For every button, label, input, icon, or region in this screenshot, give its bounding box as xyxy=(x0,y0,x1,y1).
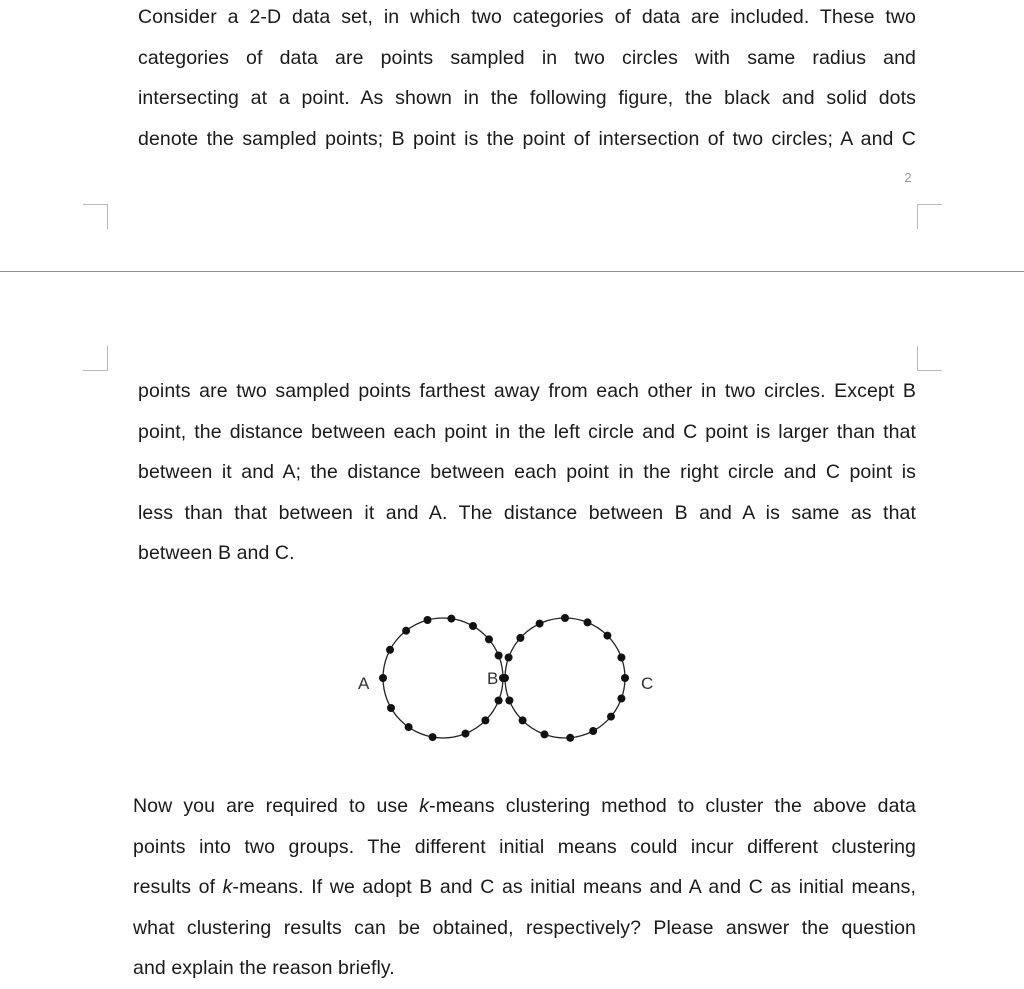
right-circle-point xyxy=(519,716,527,724)
left-circle-point xyxy=(495,697,503,705)
left-circle-point xyxy=(405,723,413,731)
text-line xyxy=(133,786,916,827)
right-circle-point xyxy=(536,620,544,628)
right-circle-point xyxy=(541,730,549,738)
text-line: points into two groups. The different initial means could incur different clustering xyxy=(133,835,916,858)
text-line: between it and A; the distance between each point in the right circle and C point is xyxy=(138,461,916,483)
label-b: B xyxy=(487,669,499,688)
right-circle-point xyxy=(603,632,611,640)
text-line: point, the distance between each point in the left circle and C point is larger than that xyxy=(138,420,916,443)
right-circle-point xyxy=(621,674,629,682)
left-circle-point xyxy=(379,674,387,682)
text-line: and explain the reason briefly. xyxy=(133,957,395,979)
text-line: points are two sampled points farthest away from each other in two circles. Except B xyxy=(138,380,916,402)
italic-k: k xyxy=(222,876,233,898)
two-circles-figure xyxy=(340,595,680,755)
two-circles-diagram xyxy=(340,595,680,755)
text-segment: -means clustering method to cluster the above data xyxy=(429,795,916,817)
text-line xyxy=(133,867,916,908)
right-circle-point xyxy=(505,697,513,705)
intro-paragraph xyxy=(138,0,916,159)
margin-corner-mark xyxy=(917,204,942,229)
text-line: less than that between it and A. The distance between B and A is same as that xyxy=(138,501,916,524)
label-a: A xyxy=(358,674,370,693)
text-line: denote the sampled points; B point is the point of intersection of two circles; A and C xyxy=(138,127,916,150)
right-circle-point xyxy=(617,654,625,662)
left-circle-point xyxy=(485,635,493,643)
text-line: between B and C. xyxy=(138,542,295,564)
right-circle-point xyxy=(584,618,592,626)
text-line: categories of data are points sampled in two circles with same radius and xyxy=(138,46,916,69)
margin-corner-mark xyxy=(83,346,108,371)
right-circle-point xyxy=(516,634,524,642)
left-circle-point xyxy=(469,622,477,630)
left-circle-point xyxy=(462,730,470,738)
left-circle-point xyxy=(481,716,489,724)
left-circle-point xyxy=(429,733,437,741)
right-circle-point xyxy=(561,614,569,622)
right-circle-point xyxy=(617,695,625,703)
right-circle-point xyxy=(589,727,597,735)
text-segment: Now you are required to use xyxy=(133,795,420,817)
text-line: Consider a 2-D data set, in which two categories of data are included. These two xyxy=(138,6,916,28)
page-separator xyxy=(0,271,1024,272)
margin-corner-mark xyxy=(917,346,942,371)
sample-points xyxy=(379,614,629,742)
text-segment: -means. If we adopt B and C as initial means and A and C as initial means, xyxy=(232,876,916,898)
right-circle-point xyxy=(501,674,509,682)
left-circle-point xyxy=(402,627,410,635)
label-c: C xyxy=(641,674,654,693)
left-circle-point xyxy=(495,652,503,660)
left-circle-point xyxy=(387,704,395,712)
right-circle-point xyxy=(505,654,513,662)
right-circle-point xyxy=(566,734,574,742)
margin-corner-mark xyxy=(83,204,108,229)
right-circle-point xyxy=(607,713,615,721)
left-circle-point xyxy=(424,616,432,624)
text-segment: results of xyxy=(133,876,223,898)
left-circle-point xyxy=(447,615,455,623)
question-paragraph xyxy=(133,786,916,989)
left-circle-point xyxy=(386,646,394,654)
italic-k: k xyxy=(419,795,430,817)
text-line: intersecting at a point. As shown in the following figure, the black and solid dots xyxy=(138,87,916,109)
text-line: what clustering results can be obtained, respectively? Please answer the question xyxy=(133,916,916,939)
page-number: 2 xyxy=(904,170,912,185)
description-paragraph xyxy=(138,371,916,574)
